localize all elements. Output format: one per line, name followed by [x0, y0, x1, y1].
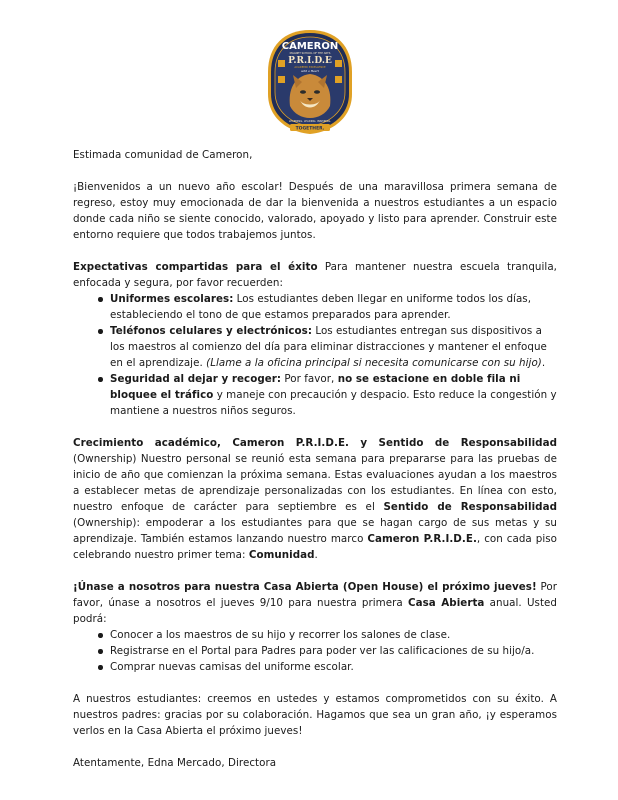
expectations-paragraph [73, 259, 557, 291]
logo-name: CAMERON [281, 41, 339, 52]
signature: Atentamente, Edna Mercado, Directora [73, 757, 277, 769]
growth-text: . [314, 549, 318, 561]
growth-heading: Crecimiento académico, Cameron P.R.I.D.E. y Sentido de Responsabilidad [73, 437, 557, 449]
list-item [110, 323, 557, 371]
logo-tagline-heart: with a Heart [301, 69, 319, 73]
logo-tagline: ACADEMIC EXCELLENCE [294, 66, 326, 69]
item-label: Seguridad al dejar y recoger: [110, 373, 282, 385]
openhouse-text: anual. Usted podrá: [73, 597, 557, 625]
item-text: Por favor, [281, 373, 338, 385]
openhouse-heading: ¡Únase a nosotros para nuestra Casa Abierta (Open House) el próximo jueves! [73, 581, 537, 593]
logo-banner: TOGETHER. [295, 126, 325, 132]
logo-subtitle: MAGNET SCHOOL OF THE ARTS [289, 52, 331, 55]
list-item [110, 371, 557, 419]
growth-text: , con cada piso celebrando nuestro primer tema: [73, 533, 557, 561]
expectations-list [73, 291, 557, 419]
item-text: y maneje con precaución y despacio. Esto reduce la congestión y mantiene a nuestros niños seguros. [110, 389, 557, 417]
openhouse-paragraph [73, 579, 557, 627]
closing-paragraph: A nuestros estudiantes: creemos en ustedes y estamos comprometidos con su éxito. A nuestros padres: gracias por su colaboración. Hagamos que sea un gran año, ¡y esperamos verlos en la Casa Abierta el próximo jueves! [73, 693, 557, 737]
growth-bold: Cameron P.R.I.D.E. [367, 533, 477, 545]
openhouse-list [73, 627, 557, 675]
expectations-lead: Para mantener nuestra escuela tranquila, enfocada y segura, por favor recuerden: [73, 261, 558, 289]
growth-bold: Sentido de Responsabilidad [383, 501, 557, 513]
logo-brand: P.R.I.D.E [288, 56, 332, 66]
growth-bold: Comunidad [248, 549, 315, 561]
cameron-pride-logo [266, 28, 354, 136]
greeting: Estimada comunidad de Cameron, [73, 149, 253, 161]
item-label: Teléfonos celulares y electrónicos: [110, 325, 313, 337]
growth-text: (Ownership) Nuestro personal se reunió esta semana para prepararse para las pruebas de inicio de año que comienzan la próxima semana. Estas evaluaciones ayudan a los maestros a establecer metas de aprendizaje personalizadas con los estudiantes. En línea con esto, nuestro enfoque de carácter para septiembre es el [73, 453, 557, 513]
item-note: (Llame a la oficina principal si necesita comunicarse con su hijo) [206, 357, 542, 369]
item-end: . [541, 357, 546, 369]
expectations-heading: Expectativas compartidas para el éxito [73, 261, 318, 273]
intro-paragraph: ¡Bienvenidos a un nuevo año escolar! Después de una maravillosa primera semana de regreso, estoy muy emocionada de dar la bienvenida a nuestros estudiantes a un espacio donde cada niño se siente conocido, valorado, apoyado y listo para aprender. Construir este entorno requiere que todos trabajemos juntos. [73, 181, 557, 241]
item-text: Los estudiantes deben llegar en uniforme todos los días, estableciendo el tono de que estamos preparados para aprender. [110, 293, 532, 321]
openhouse-text: Por favor, únase a nosotros el jueves 9/10 para nuestra primera [73, 581, 557, 609]
item-emphasis: no se estacione en doble fila ni bloquee el tráfico [110, 373, 521, 401]
logo-motto: LEARNING. LEADING. INSPIRING. [288, 120, 332, 123]
list-item: Conocer a los maestros de su hijo y recorrer los salones de clase. [110, 627, 557, 643]
letter-body [73, 147, 557, 771]
growth-paragraph [73, 435, 557, 563]
openhouse-bold: Casa Abierta [407, 597, 485, 609]
item-label: Uniformes escolares: [110, 293, 234, 305]
list-item [110, 291, 557, 323]
list-item: Comprar nuevas camisas del uniforme escolar. [110, 659, 557, 675]
list-item: Registrarse en el Portal para Padres para poder ver las calificaciones de su hijo/a. [110, 643, 557, 659]
item-text: Los estudiantes entregan sus dispositivos a los maestros al comienzo del día para eliminar distracciones y mantener el enfoque en el aprendizaje. [110, 325, 547, 369]
growth-text: (Ownership): empoderar a los estudiantes para que se hagan cargo de sus metas y su aprendizaje. También estamos lanzando nuestro marco [73, 517, 557, 545]
